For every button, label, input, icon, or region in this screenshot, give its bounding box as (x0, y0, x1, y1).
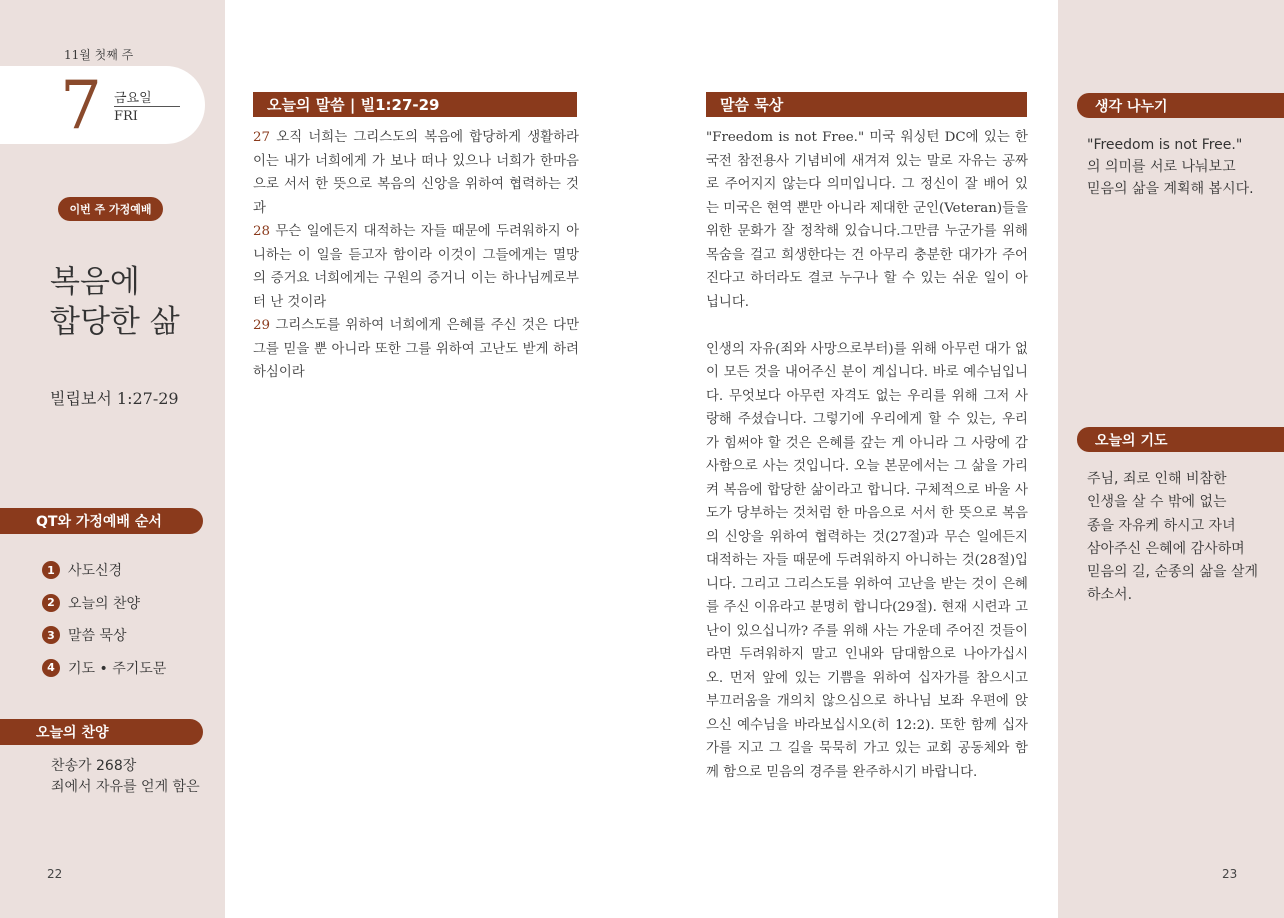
verse-text: 그리스도를 위하여 너희에게 은혜를 주신 것은 다만 그를 믿을 뿐 아니라 또한 그를 위하여 고난도 받게 하려 하심이라 (253, 318, 579, 380)
share-line: "Freedom is not Free." (1087, 137, 1243, 153)
order-list (42, 554, 166, 684)
number-badge: 2 (42, 594, 60, 612)
list-item (42, 619, 166, 652)
verse-list (253, 126, 579, 385)
verse-number: 27 (253, 130, 271, 145)
list-item (42, 652, 166, 685)
verse-text: 무슨 일에든지 대적하는 자들 때문에 두려워하지 아니하는 이 일을 듣고자 함이라 이것이 그들에게는 멸망의 증거요 너희에게는 구원의 증거니 이는 하나님께로부터 난 것이라 (253, 224, 579, 310)
word-header: 오늘의 말씀 | 빌1:27-29 (253, 92, 577, 117)
prayer-line: 하소서. (1087, 587, 1133, 604)
list-item-label: 오늘의 찬양 (68, 595, 141, 612)
share-line: 믿음의 삶을 계획해 봅시다. (1087, 181, 1254, 197)
weekday-english: FRI (114, 109, 138, 124)
list-item-label: 기도 • 주기도문 (68, 660, 167, 677)
number-badge: 3 (42, 626, 60, 644)
number-badge: 1 (42, 561, 60, 579)
share-text (1087, 134, 1272, 200)
meditation-header: 말씀 묵상 (706, 92, 1027, 117)
number-badge: 4 (42, 659, 60, 677)
list-item-label: 사도신경 (68, 563, 123, 580)
prayer-text (1087, 468, 1272, 608)
week-label: 11월 첫째 주 (64, 48, 134, 62)
page-number-left: 22 (47, 867, 63, 881)
weekday-korean: 금요일 (114, 91, 152, 106)
list-item (42, 587, 166, 620)
share-line: 의 의미를 서로 나눠보고 (1087, 159, 1236, 175)
family-worship-badge: 이번 주 가정예배 (58, 197, 163, 221)
page-title (50, 262, 220, 342)
meditation-paragraph: "Freedom is not Free." 미국 워싱턴 DC에 있는 한국전 참전용사 기념비에 새겨져 있는 말로 자유는 공짜로 주어지지 않는다 의미입니다. 그 정신이 잘 배어 있는 미국은 현역 뿐만 아니라 제대한 군인(Veteran)들을 위한 문화가 잘 정착해 있습니다.그만큼 누군가를 위해 목숨을 걸고 희생한다는 건 아무리 충분한 대가가 주어진다고 하더라도 결코 누구나 할 수 있는 쉬운 일이 아닙니다. (706, 130, 1028, 310)
prayer-line: 삼아주신 은혜에 감사하며 (1087, 540, 1245, 557)
page-number-right: 23 (1222, 867, 1238, 881)
prayer-line: 믿음의 길, 순종의 삶을 살게 (1087, 564, 1259, 581)
prayer-line: 종을 자유케 하시고 자녀 (1087, 517, 1236, 534)
title-line: 합당한 삶 (50, 304, 180, 340)
verse-number: 28 (253, 224, 271, 239)
hymn-header: 오늘의 찬양 (0, 719, 203, 745)
verse-text: 오직 너희는 그리스도의 복음에 합당하게 생활하라 이는 내가 너희에게 가 보나 떠나 있으나 너희가 한마음으로 서서 한 뜻으로 복음의 신앙을 위하여 협력하는 것과 (253, 130, 579, 216)
hymn-info (51, 756, 200, 798)
share-header: 생각 나누기 (1077, 93, 1284, 118)
list-item-label: 말씀 묵상 (68, 628, 127, 645)
prayer-line: 인생을 살 수 밖에 없는 (1087, 494, 1227, 511)
day-number: 7 (60, 67, 102, 144)
meditation-paragraph: 인생의 자유(죄와 사망으로부터)를 위해 아무런 대가 없이 모든 것을 내어주신 분이 계십니다. 바로 예수님입니다. 무엇보다 아무런 자격도 없는 우리를 위해 그저 사랑해 주셨습니다. 그렇기에 우리에게 할 수 있는, 우리가 힘써야 할 것은 은혜를 갚는 게 아니라 그 사랑에 감사함으로 사는 것입니다. 오늘 본문에서는 그 삶을 가리켜 복음에 합당한 삶이라고 합니다. 구체적으로 바울 사도가 당부하는 것처럼 한 마음으로 서서 한 뜻으로 복음의 신앙을 위하여 협력하는 것(27절)과 무슨 일에든지 대적하는 자들 때문에 두려워하지 아니하는 것(28절)입니다. 그리고 그리스도를 위하여 고난을 받는 것이 은혜를 주신 이유라고 분명히 합니다(29절). 현재 시련과 고난이 있으십니까? 주를 위해 사는 가운데 주어진 것들이라면 두려워하지 말고 인내와 담대함으로 나아가십시오. 먼저 앞에 있는 기쁨을 위하여 십자가를 참으시고 부끄러움을 개의치 않으심으로 하나님 보좌 우편에 앉으신 예수님을 바라보십시오(히 12:2). 또한 함께 십자가를 지고 그 길을 묵묵히 가고 있는 교회 공동체와 함께 함으로 믿음의 경주를 완주하시기 바랍니다. (706, 341, 1028, 780)
hymn-title: 죄에서 자유를 얻게 함은 (51, 779, 200, 795)
date-card (0, 66, 205, 144)
prayer-header: 오늘의 기도 (1077, 427, 1284, 452)
hymn-number: 찬송가 268장 (51, 758, 137, 774)
verse-number: 29 (253, 318, 271, 333)
order-header: QT와 가정예배 순서 (0, 508, 203, 534)
prayer-line: 주님, 죄로 인해 비참한 (1087, 471, 1227, 487)
list-item (42, 554, 166, 587)
weekday-divider (114, 106, 180, 107)
title-line: 복음에 (50, 264, 140, 300)
meditation-body (706, 126, 1028, 784)
scripture-reference: 빌립보서 1:27-29 (50, 389, 179, 408)
